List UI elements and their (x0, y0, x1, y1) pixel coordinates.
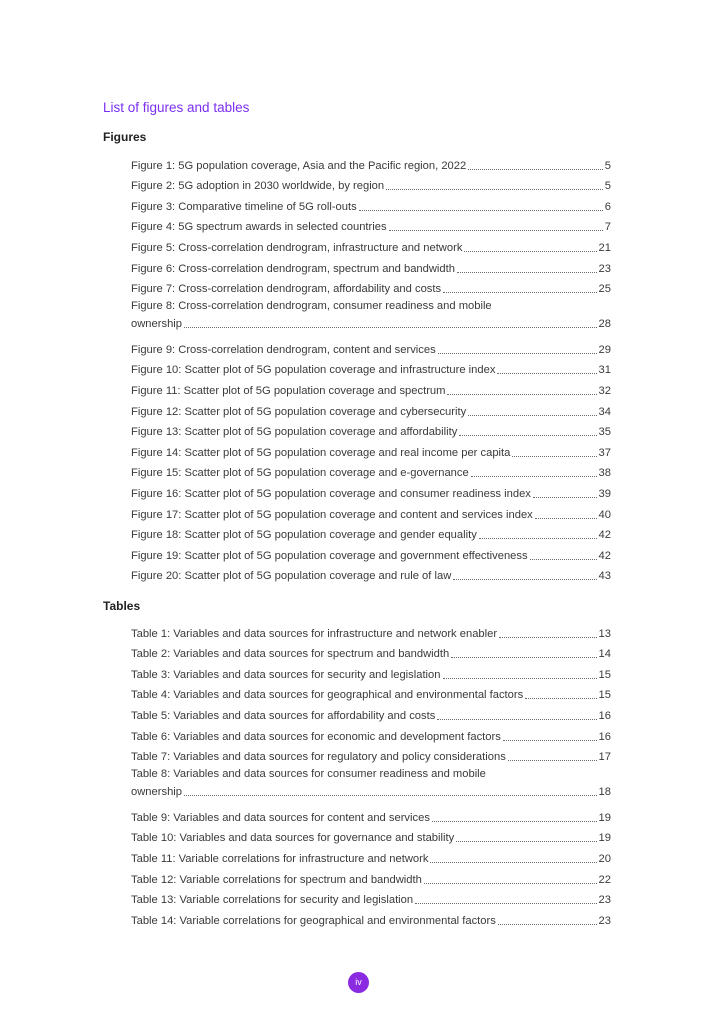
figure-entry-title: Figure 19: Scatter plot of 5G population coverage and government effectiveness (131, 549, 528, 562)
dot-leader (533, 497, 597, 498)
figure-entry-page: 34 (598, 405, 611, 418)
table-entry[interactable] (131, 682, 611, 703)
table-entry-page: 15 (598, 668, 611, 681)
page-title: List of figures and tables (103, 100, 250, 115)
figure-entry[interactable] (131, 419, 611, 440)
figure-entry-title: Figure 17: Scatter plot of 5G population coverage and content and services index (131, 508, 533, 521)
figure-entry-page: 5 (604, 159, 611, 172)
figure-entry-title: Figure 13: Scatter plot of 5G population coverage and affordability (131, 426, 458, 439)
table-entry-title: Table 14: Variable correlations for geographical and environmental factors (131, 914, 496, 927)
dot-leader (447, 394, 596, 395)
table-entry[interactable] (131, 764, 611, 804)
dot-leader (451, 657, 596, 658)
dot-leader (457, 272, 597, 273)
dot-leader (530, 559, 597, 560)
figure-entry-page: 37 (598, 446, 611, 459)
figure-entry-title: Figure 9: Cross-correlation dendrogram, content and services (131, 343, 436, 356)
figure-entry[interactable] (131, 480, 611, 501)
table-entry[interactable] (131, 907, 611, 928)
figure-entry[interactable] (131, 377, 611, 398)
table-entry-title: Table 4: Variables and data sources for geographical and environmental factors (131, 689, 524, 702)
table-entry-title: Table 1: Variables and data sources for infrastructure and network enabler (131, 627, 498, 640)
table-entry-page: 16 (598, 730, 611, 743)
table-entry-title: Table 9: Variables and data sources for content and services (131, 811, 430, 824)
table-entry-title: Table 2: Variables and data sources for spectrum and bandwidth (131, 648, 450, 661)
table-entry-page: 13 (598, 627, 611, 640)
table-entry-page: 15 (598, 689, 611, 702)
tables-heading: Tables (103, 599, 141, 613)
figure-entry-page: 32 (598, 384, 611, 397)
dot-leader (499, 637, 596, 638)
dot-leader (459, 435, 596, 436)
figure-entry[interactable] (131, 522, 611, 543)
figure-entry-title: Figure 16: Scatter plot of 5G population coverage and consumer readiness index (131, 487, 531, 500)
figure-entry[interactable] (131, 173, 611, 194)
table-entry-page: 23 (598, 894, 611, 907)
table-entry-title: Table 3: Variables and data sources for security and legislation (131, 668, 441, 681)
dot-leader (386, 189, 603, 190)
dot-leader (468, 169, 603, 170)
table-entry[interactable] (131, 887, 611, 908)
figure-entry-title-line1: Figure 8: Cross-correlation dendrogram, consumer readiness and mobile (131, 300, 492, 313)
figure-entry-page: 40 (598, 508, 611, 521)
table-entry-title: Table 6: Variables and data sources for economic and development factors (131, 730, 501, 743)
table-entry[interactable] (131, 866, 611, 887)
figure-entry-page: 38 (598, 467, 611, 480)
table-entry[interactable] (131, 702, 611, 723)
tables-list (131, 620, 611, 928)
figure-entry-title: Figure 7: Cross-correlation dendrogram, affordability and costs (131, 283, 442, 296)
figures-list (131, 152, 611, 583)
table-entry-page: 23 (598, 914, 611, 927)
figure-entry-title: Figure 15: Scatter plot of 5G population coverage and e-governance (131, 467, 469, 480)
table-entry-title-line2: ownership (131, 786, 182, 799)
figure-entry-page: 5 (604, 180, 611, 193)
dot-leader (508, 760, 597, 761)
table-entry[interactable] (131, 723, 611, 744)
figure-entry[interactable] (131, 357, 611, 378)
dot-leader (424, 883, 597, 884)
figure-entry-title: Figure 4: 5G spectrum awards in selected countries (131, 221, 387, 234)
figure-entry-page: 43 (598, 570, 611, 583)
dot-leader (535, 518, 597, 519)
dot-leader (437, 719, 596, 720)
figure-entry-page: 28 (598, 318, 611, 331)
table-entry-page: 14 (598, 648, 611, 661)
figure-entry-page: 29 (598, 343, 611, 356)
figure-entry-title: Figure 3: Comparative timeline of 5G roll-outs (131, 200, 357, 213)
figure-entry-page: 6 (604, 200, 611, 213)
figure-entry-title: Figure 10: Scatter plot of 5G population coverage and infrastructure index (131, 364, 496, 377)
dot-leader (443, 292, 596, 293)
page-number-badge: iv (348, 972, 369, 993)
dot-leader (453, 579, 596, 580)
figure-entry-page: 23 (598, 262, 611, 275)
dot-leader (456, 841, 596, 842)
dot-leader (389, 230, 603, 231)
dot-leader (359, 210, 603, 211)
figure-entry-title: Figure 14: Scatter plot of 5G population coverage and real income per capita (131, 446, 511, 459)
figure-entry-title: Figure 11: Scatter plot of 5G population coverage and spectrum (131, 384, 446, 397)
dot-leader (184, 327, 597, 328)
dot-leader (184, 795, 597, 796)
table-entry-title: Table 13: Variable correlations for security and legislation (131, 894, 414, 907)
table-entry[interactable] (131, 744, 611, 765)
figure-entry[interactable] (131, 563, 611, 584)
table-entry[interactable] (131, 620, 611, 641)
dot-leader (432, 821, 597, 822)
dot-leader (471, 476, 597, 477)
table-entry-page: 22 (598, 873, 611, 886)
table-entry[interactable] (131, 825, 611, 846)
figure-entry-title: Figure 1: 5G population coverage, Asia and the Pacific region, 2022 (131, 159, 467, 172)
table-entry-page: 18 (598, 786, 611, 799)
table-entry[interactable] (131, 641, 611, 662)
figure-entry-page: 31 (598, 364, 611, 377)
dot-leader (525, 698, 596, 699)
figure-entry-title: Figure 6: Cross-correlation dendrogram, spectrum and bandwidth (131, 262, 455, 275)
figure-entry[interactable] (131, 439, 611, 460)
table-entry-page: 19 (598, 811, 611, 824)
dot-leader (479, 538, 597, 539)
table-entry[interactable] (131, 661, 611, 682)
dot-leader (430, 862, 596, 863)
dot-leader (503, 740, 597, 741)
dot-leader (443, 678, 597, 679)
figure-entry-title: Figure 20: Scatter plot of 5G population coverage and rule of law (131, 570, 452, 583)
dot-leader (512, 456, 596, 457)
table-entry[interactable] (131, 804, 611, 825)
dot-leader (497, 373, 596, 374)
table-entry-title: Table 5: Variables and data sources for affordability and costs (131, 709, 436, 722)
table-entry[interactable] (131, 845, 611, 866)
table-entry-page: 17 (598, 751, 611, 764)
dot-leader (498, 924, 597, 925)
dot-leader (464, 251, 596, 252)
figure-entry-title: Figure 12: Scatter plot of 5G population coverage and cybersecurity (131, 405, 467, 418)
figure-entry-title: Figure 5: Cross-correlation dendrogram, infrastructure and network (131, 241, 463, 254)
figure-entry[interactable] (131, 193, 611, 214)
figure-entry-page: 39 (598, 487, 611, 500)
figure-entry[interactable] (131, 296, 611, 336)
figure-entry-title-line2: ownership (131, 318, 182, 331)
figure-entry-page: 42 (598, 549, 611, 562)
dot-leader (438, 353, 597, 354)
table-entry-line2 (131, 785, 611, 799)
table-entry-title: Table 12: Variable correlations for spectrum and bandwidth (131, 873, 422, 886)
figure-entry[interactable] (131, 542, 611, 563)
figures-heading: Figures (103, 130, 147, 144)
figure-entry[interactable] (131, 255, 611, 276)
figure-entry-page: 21 (598, 241, 611, 254)
figure-entry-page: 7 (604, 221, 611, 234)
dot-leader (415, 903, 596, 904)
table-entry-title-line1: Table 8: Variables and data sources for consumer readiness and mobile (131, 768, 486, 781)
dot-leader (468, 415, 596, 416)
figure-entry[interactable] (131, 214, 611, 235)
table-entry-title: Table 11: Variable correlations for infrastructure and network (131, 852, 429, 865)
figure-entry[interactable] (131, 501, 611, 522)
table-entry-page: 16 (598, 709, 611, 722)
figure-entry-title: Figure 2: 5G adoption in 2030 worldwide, by region (131, 180, 385, 193)
table-entry-title: Table 10: Variables and data sources for governance and stability (131, 832, 455, 845)
table-entry-page: 19 (598, 832, 611, 845)
figure-entry[interactable] (131, 398, 611, 419)
figure-entry-title: Figure 18: Scatter plot of 5G population coverage and gender equality (131, 529, 477, 542)
figure-entry-line2 (131, 317, 611, 331)
figure-entry[interactable] (131, 152, 611, 173)
figure-entry[interactable] (131, 336, 611, 357)
figure-entry[interactable] (131, 460, 611, 481)
table-entry-title: Table 7: Variables and data sources for regulatory and policy considerations (131, 751, 506, 764)
figure-entry-page: 42 (598, 529, 611, 542)
figure-entry-page: 25 (598, 283, 611, 296)
figure-entry[interactable] (131, 276, 611, 297)
table-entry-page: 20 (598, 852, 611, 865)
figure-entry[interactable] (131, 234, 611, 255)
figure-entry-page: 35 (598, 426, 611, 439)
